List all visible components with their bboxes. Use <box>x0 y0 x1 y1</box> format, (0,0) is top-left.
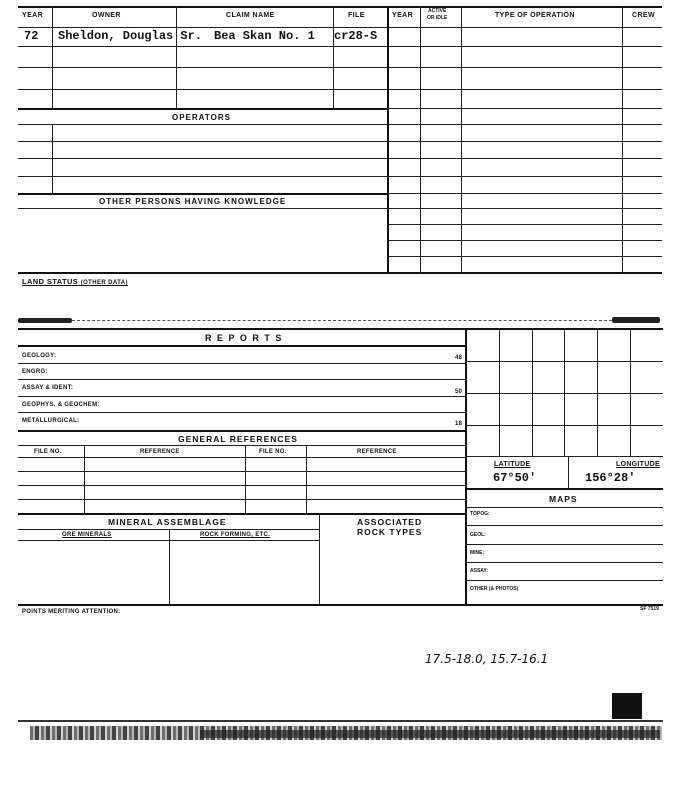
report-code-assay: 50 <box>455 389 463 395</box>
maps-mine: MINE: <box>470 550 485 556</box>
form-number: SF 7519 <box>640 606 659 612</box>
report-label-geology: GEOLOGY: <box>22 353 57 359</box>
claim-name-header: CLAIM NAME <box>226 12 275 19</box>
ore-minerals-header: ORE MINERALS <box>62 532 112 538</box>
gr-file-no-2: FILE NO. <box>259 449 287 455</box>
owner-row-claim: Bea Skan No. 1 <box>214 29 315 43</box>
associated-rock-types-line2: ROCK TYPES <box>357 527 423 537</box>
maps-title: MAPS <box>549 494 578 504</box>
owner-row-file: cr28-S <box>334 29 378 43</box>
gr-file-no-1: FILE NO. <box>34 449 62 455</box>
gr-reference-2: REFERENCE <box>357 449 397 455</box>
active-header: ACTIVE <box>428 8 447 14</box>
handwritten-note: 17.5-18.0, 15.7-16.1 <box>425 652 549 666</box>
maps-geol: GEOL: <box>470 532 486 538</box>
or-idle-header: OR IDLE <box>427 15 448 21</box>
latitude-value: 67°50' <box>493 471 537 485</box>
mineral-assemblage-title: MINERAL ASSEMBLAGE <box>108 517 227 527</box>
report-label-metallurgical: METALLURGICAL: <box>22 418 80 424</box>
other-persons-label: OTHER PERSONS HAVING KNOWLEDGE <box>99 197 287 206</box>
type-of-operation-header: TYPE OF OPERATION <box>495 12 575 19</box>
reports-title: R E P O R T S <box>205 333 283 343</box>
gr-reference-1: REFERENCE <box>140 449 180 455</box>
rock-forming-header: ROCK FORMING, ETC. <box>200 532 271 538</box>
crew-header: CREW <box>632 12 655 19</box>
points-meriting-attention-label: POINTS MERITING ATTENTION: <box>22 609 121 615</box>
report-code-geology: 48 <box>455 355 463 361</box>
land-status-label: LAND STATUS (OTHER DATA) <box>22 277 128 286</box>
owner-row-year: 72 <box>24 29 39 43</box>
maps-assay: ASSAY: <box>470 568 489 574</box>
longitude-value: 156°28' <box>585 471 636 485</box>
owner-row-owner: Sheldon, Douglas Sr. <box>58 29 203 43</box>
activity-year-header: YEAR <box>392 12 414 19</box>
file-header: FILE <box>348 12 365 19</box>
report-label-assay: ASSAY & IDENT: <box>22 385 74 391</box>
report-label-geophys: GEOPHYS. & GEOCHEM: <box>22 402 100 408</box>
report-label-engrg: ENGRG: <box>22 369 48 375</box>
owner-header: OWNER <box>92 12 121 19</box>
longitude-label: LONGITUDE <box>616 461 660 468</box>
associated-rock-types-line1: ASSOCIATED <box>357 517 423 527</box>
report-code-metallurgical: 18 <box>455 421 463 427</box>
latitude-label: LATITUDE <box>494 461 531 468</box>
year-header: YEAR <box>22 12 44 19</box>
maps-other: OTHER (& PHOTOS) <box>470 586 519 592</box>
general-references-title: GENERAL REFERENCES <box>178 434 298 444</box>
maps-topog: TOPOG: <box>470 511 490 517</box>
operators-label: OPERATORS <box>172 113 231 122</box>
